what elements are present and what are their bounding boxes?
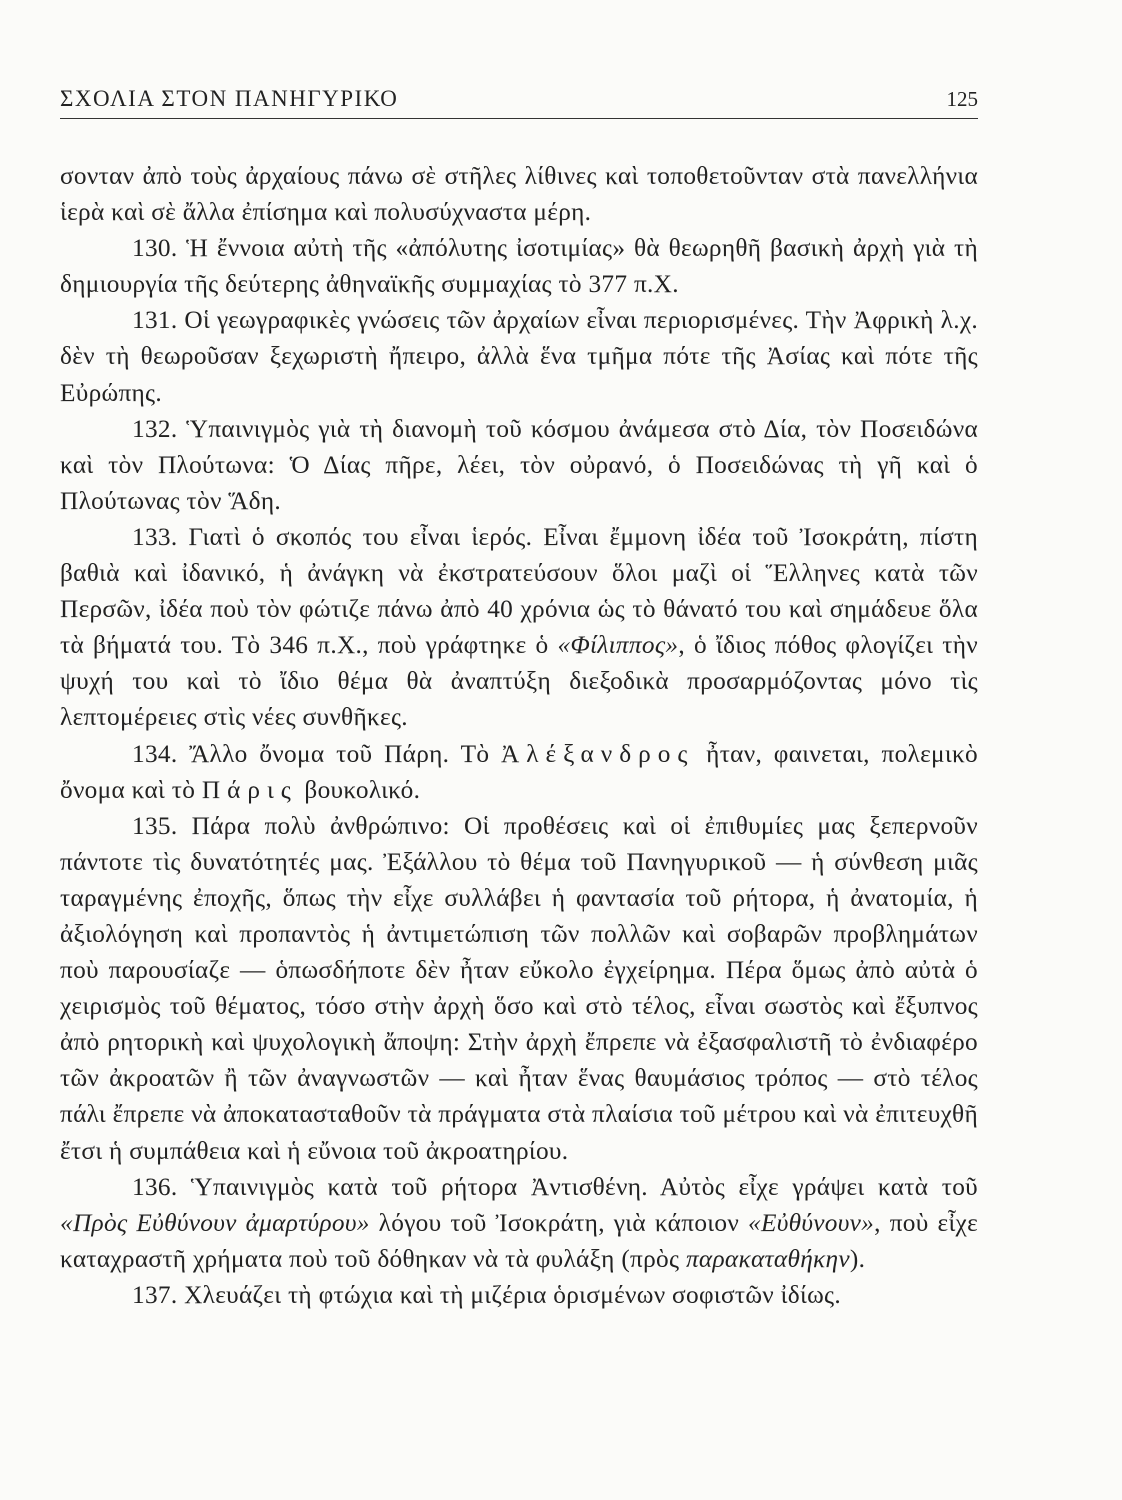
page-body: [60, 158, 978, 1313]
note-133-title: «Φίλιππος»: [557, 631, 679, 660]
note-136: [60, 1169, 978, 1277]
note-134-text-c: βουκολικό.: [297, 775, 421, 804]
running-header: [60, 86, 978, 119]
page-number: 125: [946, 87, 978, 111]
header-title: ΣΧΟΛΙΑ ΣΤΟΝ ΠΑΝΗΓΥΡΙΚΟ: [60, 86, 399, 111]
note-134-text-b: ἦταν, φαινεται, πολεμικὸ ὄνομα καὶ τὸ: [60, 739, 978, 804]
note-132: 132. Ὑπαινιγμὸς γιὰ τὴ διανομὴ τοῦ κόσμου ἀνάμεσα στὸ Δία, τὸν Ποσειδώνα καὶ τὸν Πλούτωνα: Ὁ Δίας πῆρε, λέει, τὸν οὐρανό, ὁ Ποσειδώνας τὴ γῆ καὶ ὁ Πλούτωνας τὸν Ἅδη.: [60, 414, 978, 515]
note-133: [60, 519, 978, 736]
note-134-spaced-2: Πάρις: [201, 775, 298, 804]
note-136-text-c: , ποὺ εἶχε καταχραστῆ χρήματα ποὺ τοῦ δόθηκαν νὰ τὰ φυλάξη (πρὸς: [60, 1208, 979, 1273]
note-136-term: παρακαταθήκην: [685, 1244, 850, 1273]
note-135: 135. Πάρα πολὺ ἀνθρώπινο: Οἱ προθέσεις καὶ οἱ ἐπιθυμίες μας ξεπερνοῦν πάντοτε τὶς δυνατότητές μας. Ἐξάλλου τὸ θέμα τοῦ Πανηγυρικοῦ — ἡ σύνθεση μιᾶς ταραγμένης ἐποχῆς, ὅπως τὴν εἶχε συλλάβει ἡ φαντασία τοῦ ρήτορα, ἡ ἀνατομία, ἡ ἀξιολόγηση καὶ προπαντὸς ἡ ἀντιμετώπιση τῶν πολλῶν καὶ σοβαρῶν προβλημάτων ποὺ παρουσίαζε — ὁπωσδήποτε δὲν ἦταν εὔκολο ἐγχείρημα. Πέρα ὅμως ἀπὸ αὐτὰ ὁ χειρισμὸς τοῦ θέματος, τόσο στὴν ἀρχὴ ὅσο καὶ στὸ τέλος, εἶναι σωστὸς καὶ ἔξυπνος ἀπὸ ρητορικὴ καὶ ψυχολογικὴ ἄποψη: Στὴν ἀρχὴ ἔπρεπε νὰ ἐξασφαλιστῆ τὸ ἐνδιαφέρο τῶν ἀκροατῶν ἢ τῶν ἀναγνωστῶν — καὶ ἦταν ἕνας θαυμάσιος τρόπος — στὸ τέλος πάλι ἔπρεπε νὰ ἀποκατασταθοῦν τὰ πράγματα στὰ πλαίσια τοῦ μέτρου καὶ νὰ ἐπιτευχθῆ ἔτσι ἡ συμπάθεια καὶ ἡ εὔνοια τοῦ ἀκροατηρίου.: [60, 811, 978, 1165]
note-133-text-a: 133. Γιατὶ ὁ σκοπός του εἶναι ἱερός. Εἶναι ἔμμονη ἰδέα τοῦ Ἰσοκράτη, πίστη βαθιὰ καὶ ἰδανικό, ἡ ἀνάγκη νὰ ἐκστρατεύσουν ὅλοι μαζὶ οἱ Ἕλληνες κατὰ τῶν Περσῶν, ἰδέα ποὺ τὸν φώτιζε πάνω ἀπὸ 40 χρόνια ὡς τὸ θάνατό του καὶ σημάδευε ὅλα τὰ βήματά του. Τὸ 346 π.Χ., ποὺ γράφτηκε ὁ: [60, 522, 978, 660]
continued-paragraph: σονταν ἀπὸ τοὺς ἀρχαίους πάνω σὲ στῆλες λίθινες καὶ τοποθετοῦνταν στὰ πανελλήνια ἱερὰ καὶ σὲ ἄλλα ἐπίσημα καὶ πολυσύχναστα μέρη.: [60, 162, 978, 227]
note-134-text-a: 134. Ἄλλο ὄνομα τοῦ Πάρη. Τὸ: [132, 739, 502, 768]
note-131: 131. Οἱ γεωγραφικὲς γνώσεις τῶν ἀρχαίων εἶναι περιορισμένες. Τὴν Ἀφρικὴ λ.χ. δὲν τὴ θεωροῦσαν ξεχωριστὴ ἤπειρο, ἀλλὰ ἕνα τμῆμα πότε τῆς Ἀσίας καὶ πότε τῆς Εὐρώπης.: [60, 306, 978, 407]
note-134: [60, 736, 978, 808]
note-136-text-d: ).: [849, 1244, 866, 1273]
note-134-spaced-1: Ἀλέξανδρος: [501, 739, 695, 768]
note-136-title-1: «Πρὸς Εὐθύνουν ἀμαρτύρου»: [60, 1208, 370, 1237]
note-130: 130. Ἡ ἔννοια αὐτὴ τῆς «ἀπόλυτης ἰσοτιμίας» θὰ θεωρηθῆ βασικὴ ἀρχὴ γιὰ τὴ δημιουργία τῆς δεύτερης ἀθηναϊκῆς συμμαχίας τὸ 377 π.Χ.: [60, 234, 978, 299]
note-136-text-b: λόγου τοῦ Ἰσοκράτη, γιὰ κάποιον: [369, 1208, 749, 1237]
note-137: 137. Χλευάζει τὴ φτώχια καὶ τὴ μιζέρια ὁρισμένων σοφιστῶν ἰδίως.: [132, 1280, 841, 1309]
note-133-text-b: , ὁ ἴδιος πόθος φλογίζει τὴν ψυχή του καὶ τὸ ἴδιο θέμα θὰ ἀναπτύξη διεξοδικὰ προσαρμόζοντας μόνο τὶς λεπτομέρειες στὶς νέες συνθῆκες.: [60, 631, 978, 732]
note-136-text-a: 136. Ὑπαινιγμὸς κατὰ τοῦ ρήτορα Ἀντισθένη. Αὐτὸς εἶχε γράψει κατὰ τοῦ: [132, 1172, 978, 1201]
note-136-title-2: «Εὐθύνουν»: [748, 1208, 875, 1237]
